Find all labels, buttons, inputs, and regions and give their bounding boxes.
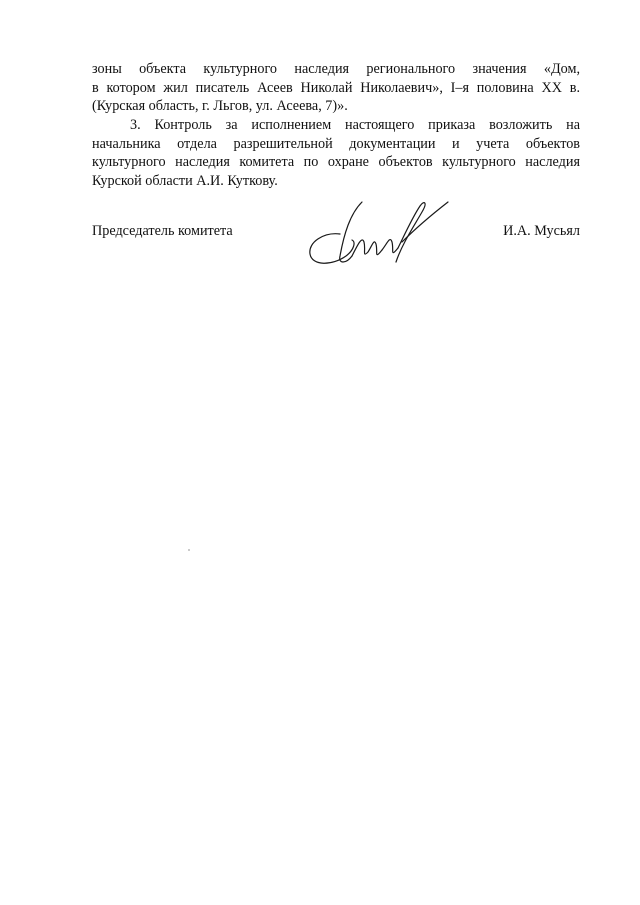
text-line: Курской области А.И. Куткову. [92, 172, 278, 189]
handwritten-signature-icon [302, 194, 452, 274]
text-line: (Курская область, г. Льгов, ул. Асеева, 7)». [92, 98, 348, 114]
paragraph-control-clause [92, 116, 580, 190]
text-line: в котором жил писатель Асеев Николай Николаевич», I–я половина XX в. [92, 79, 580, 96]
text-line: зоны объекта культурного наследия регионального значения «Дом, [92, 61, 580, 77]
signatory-name: И.А. Мусьял [503, 223, 580, 239]
signatory-title: Председатель комитета [92, 223, 233, 239]
signature-block [92, 222, 580, 272]
scan-speck [188, 549, 190, 551]
text-line: начальника отдела разрешительной документации и учета объектов [92, 135, 580, 152]
text-line: 3. Контроль за исполнением настоящего приказа возложить на [130, 117, 580, 133]
text-line: культурного наследия комитета по охране объектов культурного наследия [92, 154, 580, 170]
paragraph-heritage-zone [92, 60, 580, 116]
